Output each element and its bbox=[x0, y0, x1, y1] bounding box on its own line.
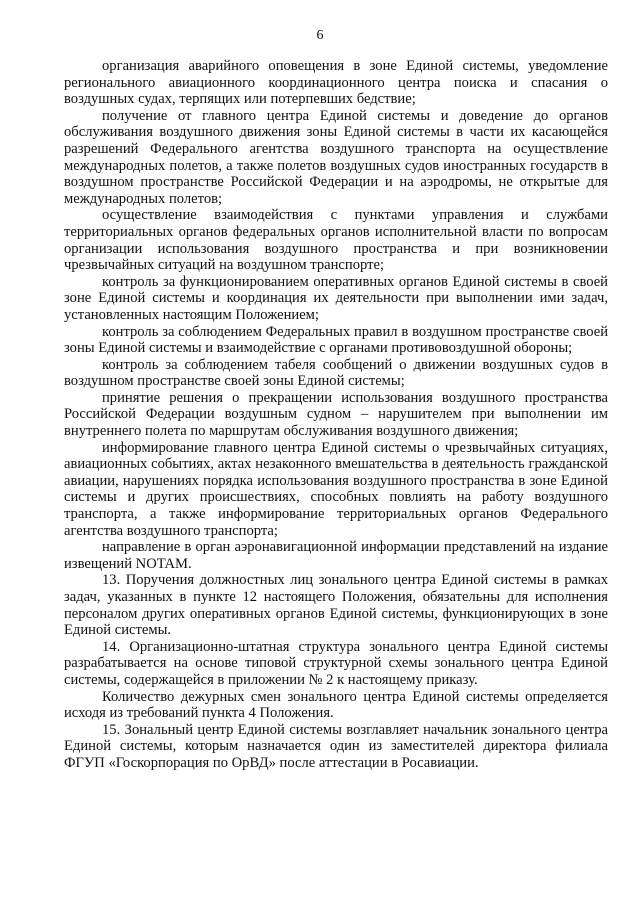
paragraph-federal-rules-control: контроль за соблюдением Федеральных правил в воздушном пространстве своей зоны Единой системы и взаимодействие с органами противовоздушной обороны; bbox=[64, 323, 608, 357]
paragraph-operational-control: контроль за функционированием оперативных органов Единой системы в своей зоне Единой системы и координация их деятельности при выполнении ими задач, установленных настоящим Положением; bbox=[64, 273, 608, 323]
paragraph-item-15: 15. Зональный центр Единой системы возглавляет начальник зонального центра Единой системы, которым назначается один из заместителей директора филиала ФГУП «Госкорпорация по ОрВД» после аттестации в Росавиации. bbox=[64, 721, 608, 771]
paragraph-flight-permissions: получение от главного центра Единой системы и доведение до органов обслуживания воздушного движения зоны Единой системы в части их касающейся разрешений Федерального агентства воздушного транспорта на осуществление международных полетов, а также полетов воздушных судов иностранных государств в воздушном пространстве Российской Федерации и на аэродромы, не открытые для международных полетов; bbox=[64, 107, 608, 207]
paragraph-violator-decision: принятие решения о прекращении использования воздушного пространства Российской Федерации воздушным судном – нарушителем при выполнении им внутреннего полета по маршрутам обслуживания воздушного движения; bbox=[64, 389, 608, 440]
paragraph-shift-count: Количество дежурных смен зонального центра Единой системы определяется исходя из требований пункта 4 Положения. bbox=[64, 688, 608, 722]
paragraph-interaction: осуществление взаимодействия с пунктами управления и службами территориальных органов федеральных органов исполнительной власти по вопросам организации использования воздушного пространства и при возникновении чрезвычайных ситуаций на воздушном транспорте; bbox=[64, 207, 608, 274]
paragraph-item-14: 14. Организационно-штатная структура зонального центра Единой системы разрабатывается на основе типовой структурной схемы зонального центра Единой системы, содержащейся в приложении № 2 к настоящему приказу. bbox=[64, 638, 608, 688]
paragraph-notam: направление в орган аэронавигационной информации представлений на издание извещений NOTAM. bbox=[64, 539, 608, 572]
paragraph-message-schedule-control: контроль за соблюдением табеля сообщений о движении воздушных судов в воздушном пространстве своей зоны Единой системы; bbox=[64, 356, 608, 390]
paragraph-emergency-notification: организация аварийного оповещения в зоне Единой системы, уведомление регионального авиационного координационного центра поиска и спасания о воздушных судах, терпящих или потерпевших бедствие; bbox=[64, 58, 608, 108]
document-body bbox=[64, 58, 608, 772]
paragraph-item-13: 13. Поручения должностных лиц зонального центра Единой системы в рамках задач, указанных в пункте 12 настоящего Положения, обязательны для исполнения персоналом других оперативных органов Единой системы, функционирующих в зоне Единой системы. bbox=[64, 572, 608, 639]
page-number: 6 bbox=[316, 28, 324, 43]
paragraph-informing: информирование главного центра Единой системы о чрезвычайных ситуациях, авиационных событиях, актах незаконного вмешательства в деятельность гражданской авиации, нарушениях порядка использования воздушного пространства в зоне Единой системы и других происшествиях, способных повлиять на работу воздушного транспорта, а также информирование территориальных органов Федерального агентства воздушного транспорта; bbox=[64, 439, 608, 539]
